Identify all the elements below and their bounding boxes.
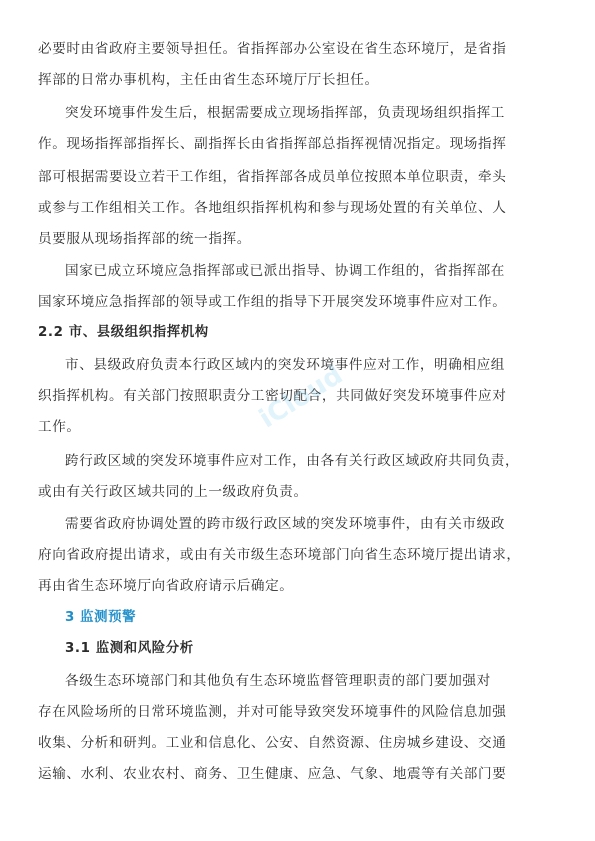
paragraph-line: 各级生态环境部门和其他负有生态环境监督管理职责的部门要加强对 [65, 673, 491, 689]
paragraph-line: 国家已成立环境应急指挥部或已派出指导、协调工作组的，省指挥部在 [65, 263, 506, 279]
paragraph-line: 市、县级政府负责本行政区域内的突发环境事件应对工作，明确相应组 [65, 357, 506, 373]
paragraph-line: 挥部的日常办事机构，主任由省生态环境厅厅长担任。 [38, 72, 379, 88]
paragraph-line: 作。现场指挥部指挥长、副指挥长由省指挥部总指挥视情况指定。现场指挥 [38, 136, 507, 152]
paragraph-line: 必要时由省政府主要领导担任。省指挥部办公室设在省生态环境厅，是省指 [38, 41, 507, 57]
paragraph-line: 突发环境事件发生后，根据需要成立现场指挥部，负责现场组织指挥工 [65, 105, 506, 121]
paragraph-line: 运输、水利、农业农村、商务、卫生健康、应急、气象、地震等有关部门要 [38, 766, 507, 782]
paragraph-line: 员要服从现场指挥部的统一指挥。 [38, 231, 251, 247]
paragraph-line: 跨行政区域的突发环境事件应对工作，由各有关行政区域政府共同负责， [65, 453, 520, 469]
paragraph-line: 或由有关行政区域共同的上一级政府负责。 [38, 484, 308, 500]
section-heading-2-2: 2.2 市、县级组织指挥机构 [38, 325, 209, 340]
section-heading-3-1: 3.1 监测和风险分析 [65, 641, 194, 656]
section-heading-3: 3 监测预警 [65, 610, 137, 625]
paragraph-line: 织指挥机构。有关部门按照职责分工密切配合，共同做好突发环境事件应对 [38, 388, 507, 404]
paragraph-line: 再由省生态环境厅向省政府请示后确定。 [38, 578, 294, 594]
paragraph-line: 国家环境应急指挥部的领导或工作组的指导下开展突发环境事件应对工作。 [38, 294, 507, 310]
paragraph-line: 需要省政府协调处置的跨市级行政区域的突发环境事件，由有关市级政 [65, 516, 506, 532]
paragraph-line: 存在风险场所的日常环境监测，并对可能导致突发环境事件的风险信息加强 [38, 704, 507, 720]
paragraph-line: 部可根据需要设立若干工作组，省指挥部各成员单位按照本单位职责，牵头 [38, 169, 507, 185]
watermark-logo: iCloud [254, 360, 349, 435]
paragraph-line: 工作。 [38, 419, 81, 435]
paragraph-line: 府向省政府提出请求，或由有关市级生态环境部门向省生态环境厅提出请求， [38, 547, 521, 563]
paragraph-line: 收集、分析和研判。工业和信息化、公安、自然资源、住房城乡建设、交通 [38, 735, 507, 751]
paragraph-line: 或参与工作组相关工作。各地组织指挥机构和参与现场处置的有关单位、人 [38, 200, 507, 216]
